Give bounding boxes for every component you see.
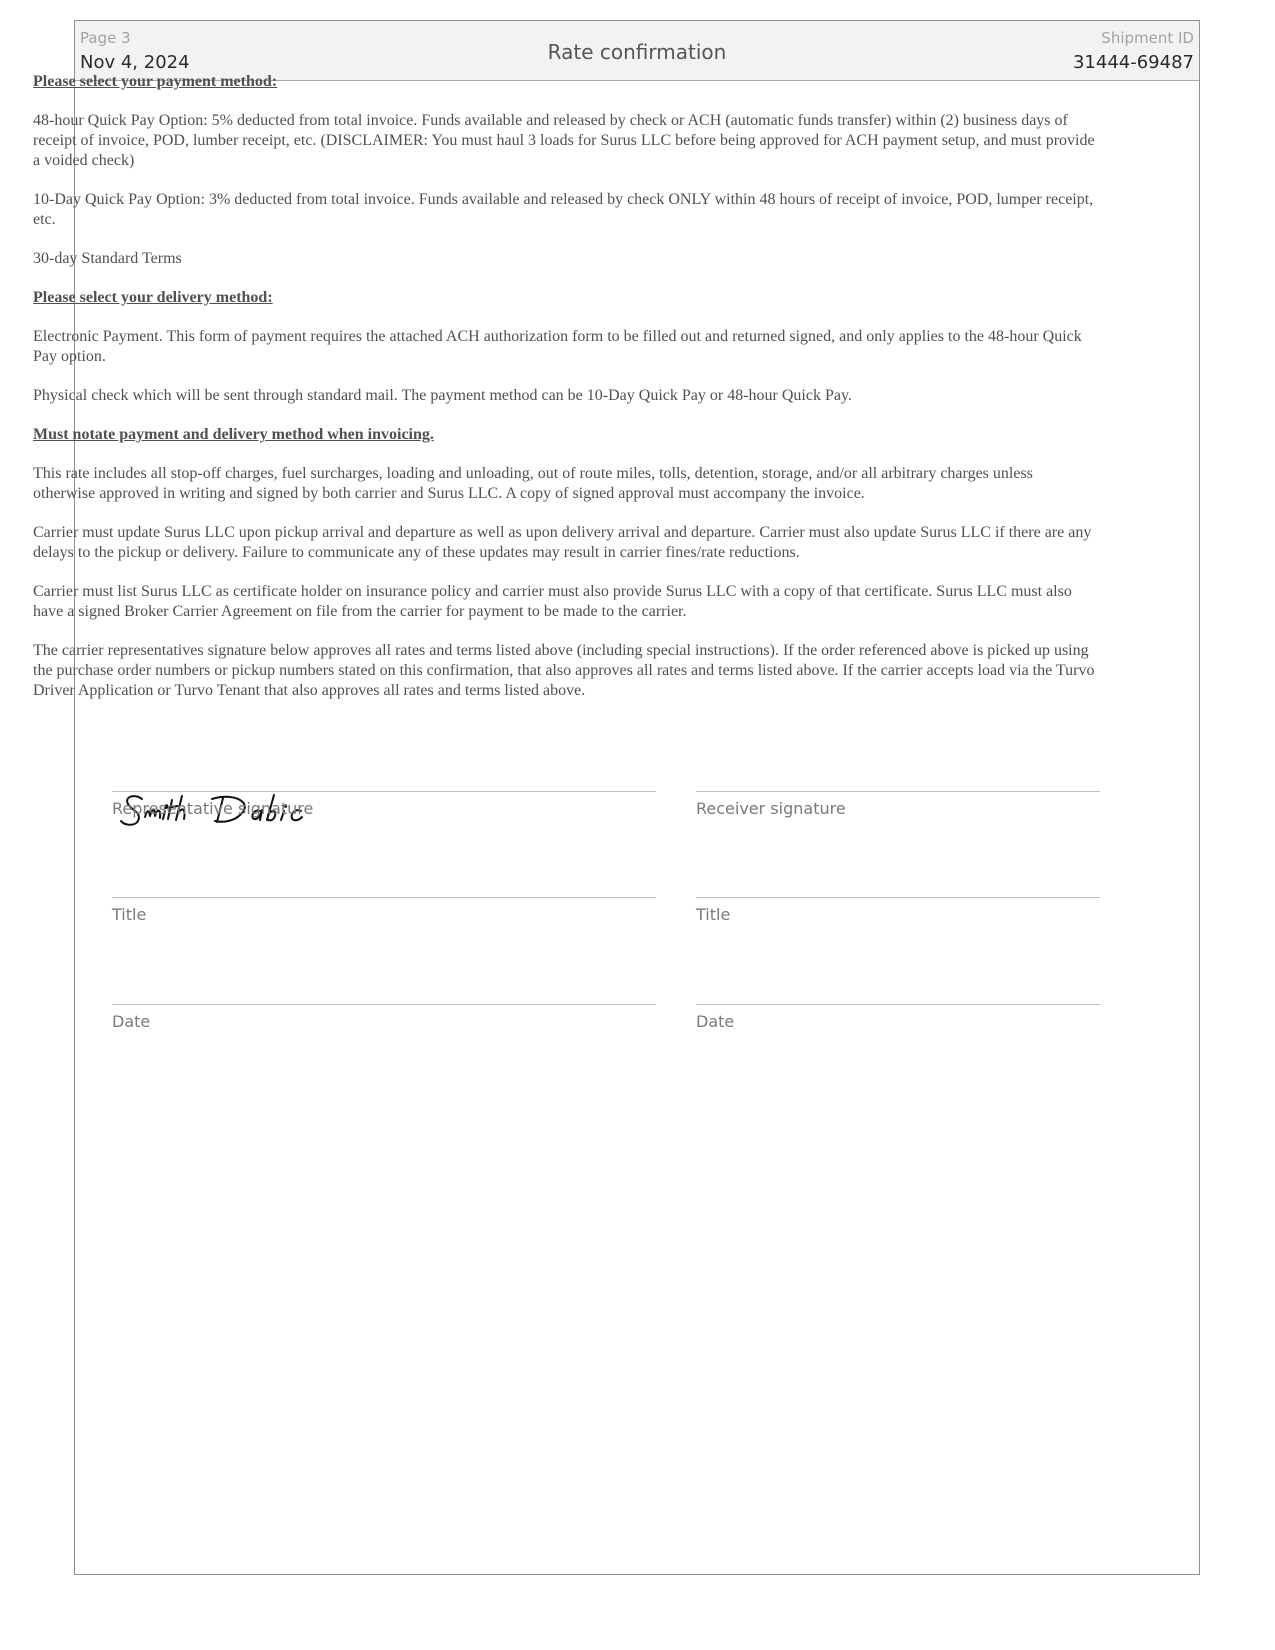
representative-date-label: Date <box>112 1012 151 1031</box>
page-number: Page 3 <box>80 29 131 47</box>
receiver-signature-line <box>696 791 1100 792</box>
carrier-signature-terms-paragraph: The carrier representatives signature below approves all rates and terms listed above (including special instructions). If the order referenced above is picked up using the purchase order numbers or pickup numbers stated on this confirmation, that also approves all rates and terms listed above. If the carrier accepts load via the Turvo Driver Application or Turvo Tenant that also approves all rates and terms listed above. <box>33 642 1095 699</box>
receiver-date-label: Date <box>696 1012 735 1031</box>
representative-title-line <box>112 897 656 898</box>
representative-title-label: Title <box>112 905 147 924</box>
delivery-option-electronic: Electronic Payment. This form of payment requires the attached ACH authorization form to be filled out and returned signed, and only applies to the 48-hour Quick Pay option. <box>33 328 1082 365</box>
terms-body <box>33 72 1095 720</box>
delivery-option-physical-check: Physical check which will be sent through standard mail. The payment method can be 10-Day Quick Pay or 48-hour Quick Pay. <box>33 387 852 404</box>
shipment-id-value: 31444-69487 <box>1072 52 1194 73</box>
payment-option-30-day: 30-day Standard Terms <box>33 250 182 267</box>
representative-date-line <box>112 1004 656 1005</box>
document-date: Nov 4, 2024 <box>80 52 190 73</box>
notate-method-heading: Must notate payment and delivery method when invoicing. <box>33 426 434 443</box>
receiver-title-line <box>696 897 1100 898</box>
payment-option-48-hour: 48-hour Quick Pay Option: 5% deducted from total invoice. Funds available and released by check or ACH (automatic funds transfer) within (2) business days of receipt of invoice, POD, lumber receipt, etc. (DISCLAIMER: You must haul 3 loads for Surus LLC before being approved for ACH payment setup, and must provide a voided check) <box>33 112 1095 169</box>
receiver-title-label: Title <box>696 905 731 924</box>
shipment-id-label: Shipment ID <box>1101 29 1194 47</box>
carrier-update-paragraph: Carrier must update Surus LLC upon pickup arrival and departure as well as upon delivery arrival and departure. Carrier must also update Surus LLC if there are any delays to the pickup or delivery. Failure to communicate any of these updates may result in carrier fines/rate reductions. <box>33 524 1092 561</box>
document-title: Rate confirmation <box>547 40 727 64</box>
delivery-method-heading: Please select your delivery method: <box>33 289 273 306</box>
receiver-date-line <box>696 1004 1100 1005</box>
payment-option-10-day: 10-Day Quick Pay Option: 3% deducted from total invoice. Funds available and released by check ONLY within 48 hours of receipt of invoice, POD, lumper receipt, etc. <box>33 191 1094 228</box>
representative-signature-label: Representative signature <box>112 799 314 818</box>
representative-signature-line <box>112 791 656 792</box>
receiver-signature-label: Receiver signature <box>696 799 846 818</box>
rate-includes-paragraph: This rate includes all stop-off charges, fuel surcharges, loading and unloading, out of route miles, tolls, detention, storage, and/or all arbitrary charges unless otherwise approved in writing and signed by both carrier and Surus LLC. A copy of signed approval must accompany the invoice. <box>33 465 1033 502</box>
carrier-insurance-paragraph: Carrier must list Surus LLC as certificate holder on insurance policy and carrier must also provide Surus LLC with a copy of that certificate. Surus LLC must also have a signed Broker Carrier Agreement on file from the carrier for payment to be made to the carrier. <box>33 583 1072 620</box>
payment-method-heading: Please select your payment method: <box>33 73 278 90</box>
